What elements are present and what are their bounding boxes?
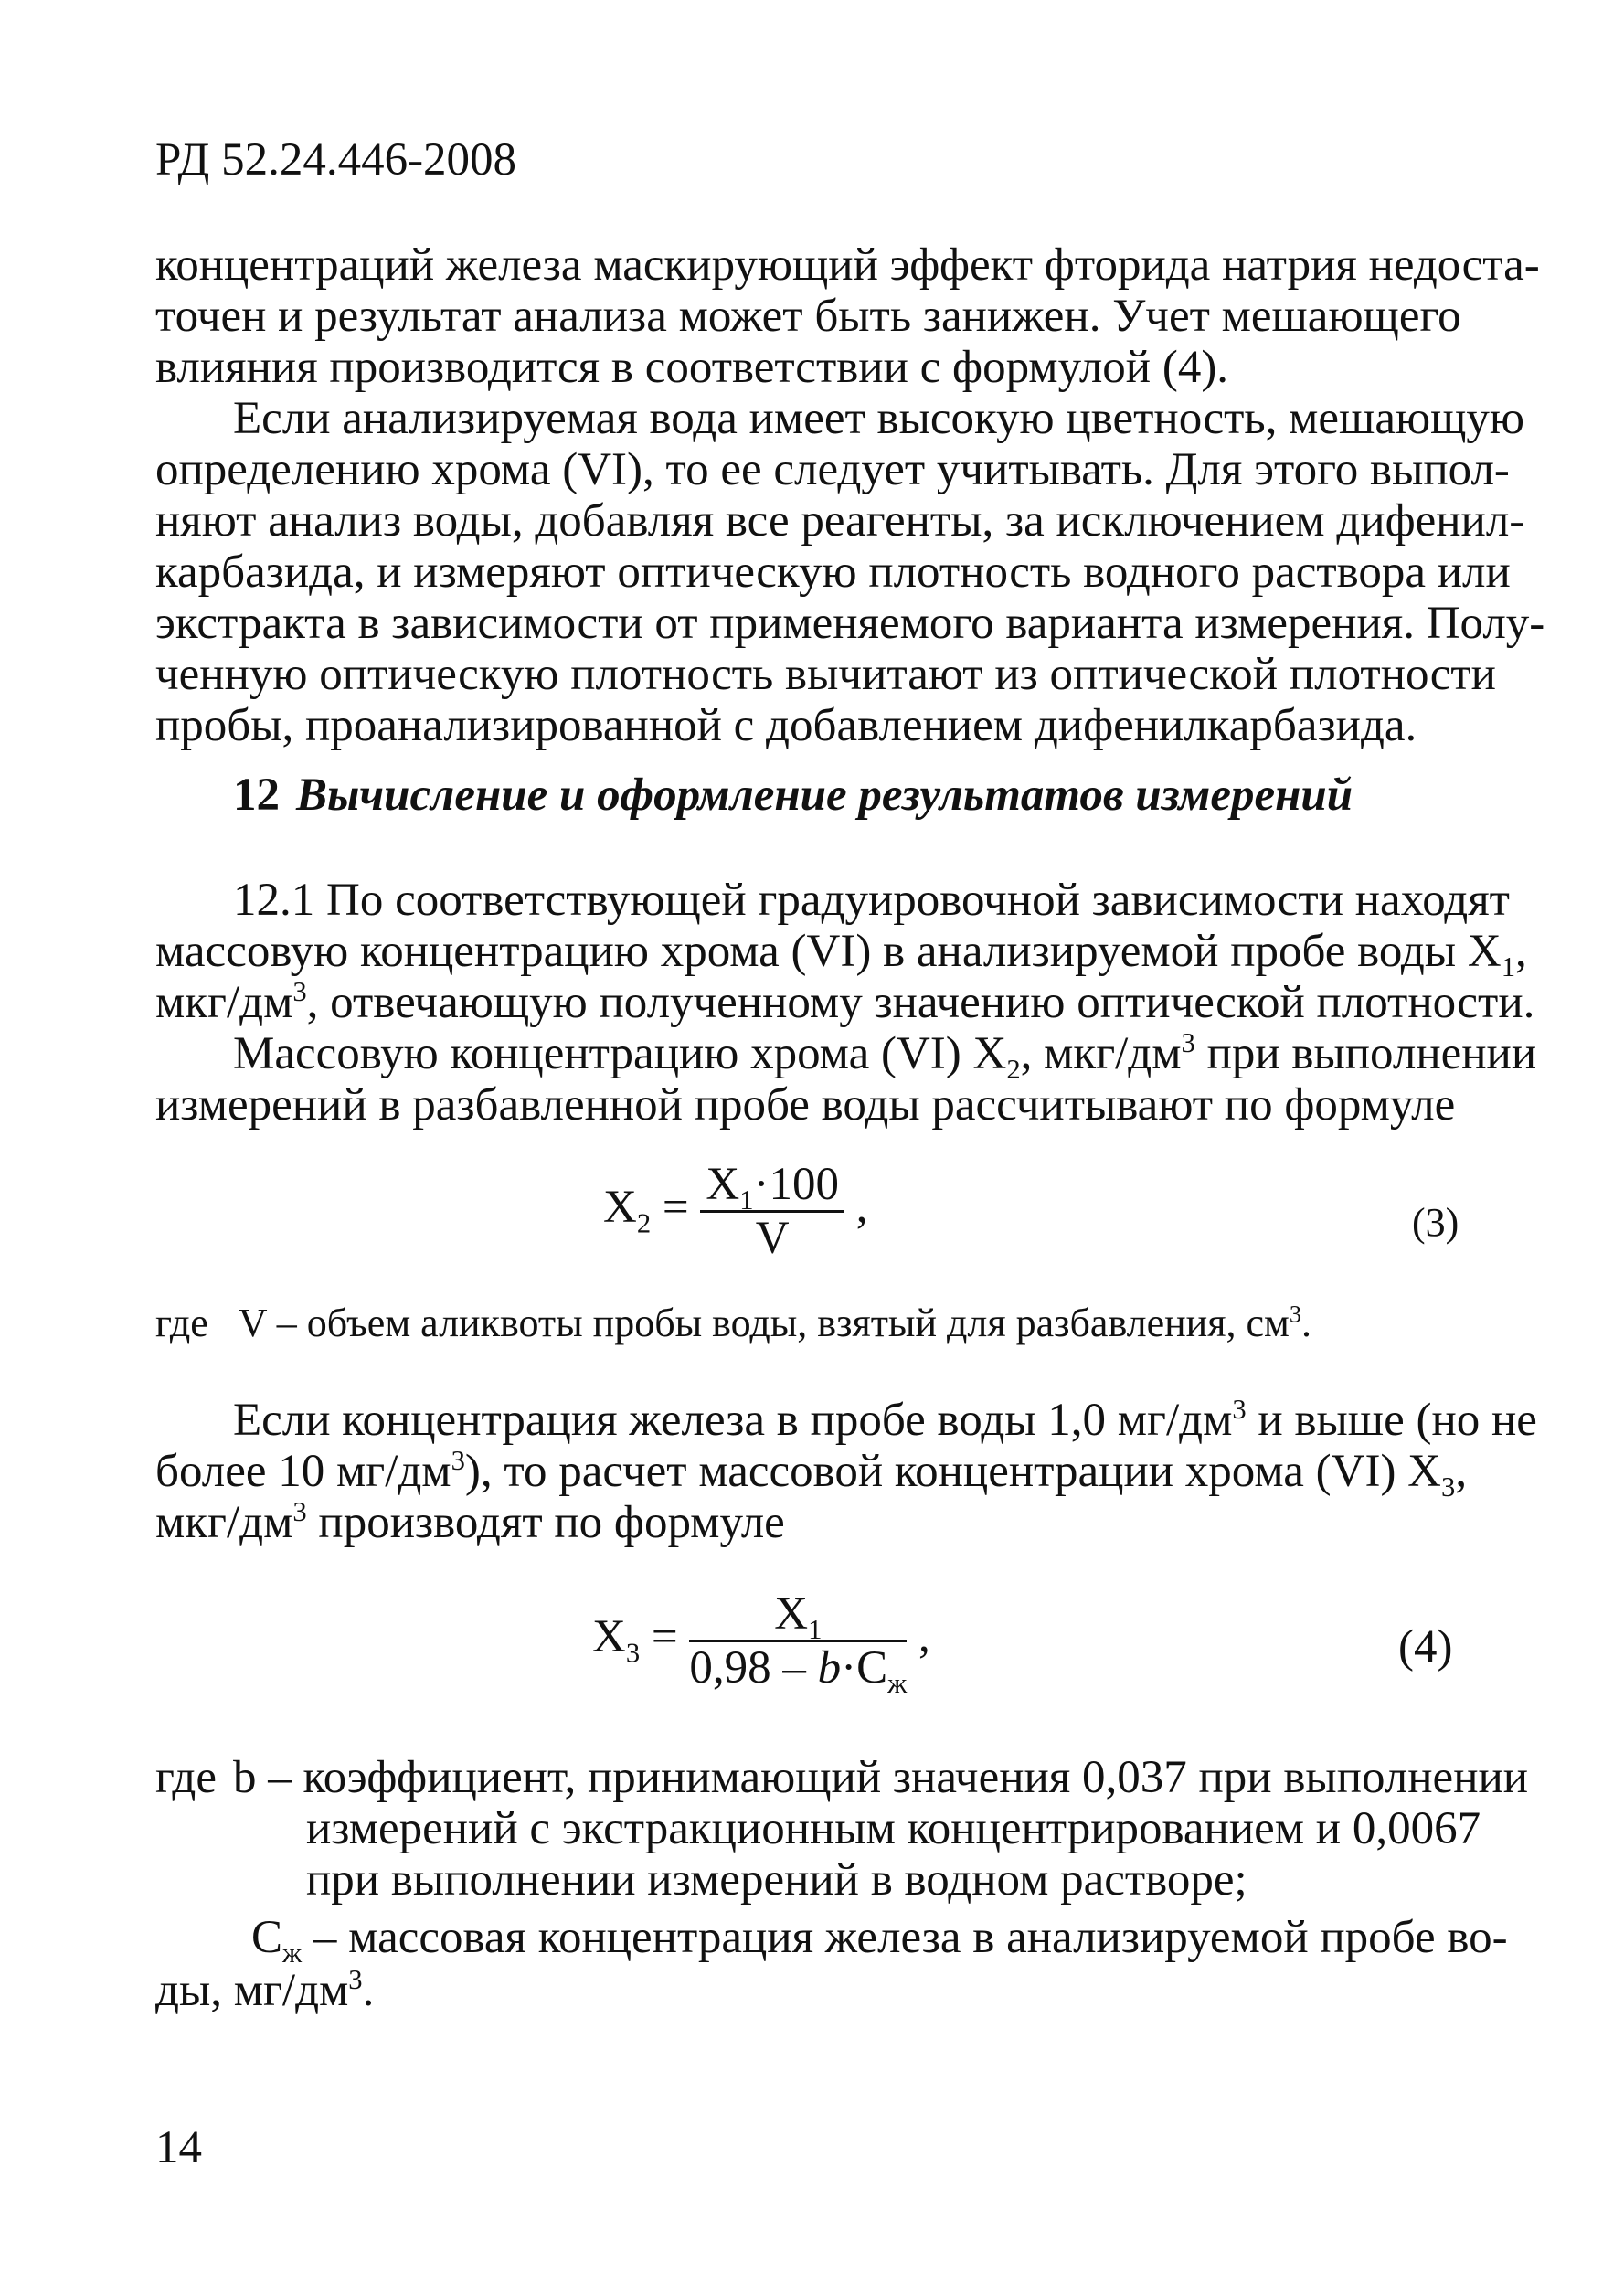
paragraph-line: карбазида, и измеряют оптическую плотность водного раствора или	[155, 547, 1511, 598]
formula-3: $X_2$ = $\frac{X_1\cdot 100}{V}$ ,	[603, 1159, 868, 1264]
formula-3-fraction: $\frac{X_1\cdot 100}{V}$	[700, 1159, 844, 1264]
document-code: РД 52.24.446-2008	[155, 134, 517, 186]
paragraph-line: массовую концентрацию хрома (VI) в анализируемой пробе воды $X_1$,	[155, 926, 1527, 983]
paragraph-line: точен и результат анализа может быть занижен. Учет мешающего	[155, 291, 1461, 342]
section-heading	[233, 768, 1353, 823]
paragraph-line: Массовую концентрацию хрома (VI) $X_2$, мкг/$дм^3$ при выполнении	[233, 1027, 1537, 1086]
paragraph-line: измерений в разбавленной пробе воды рассчитывают по формуле	[155, 1079, 1456, 1131]
paragraph-line: Если концентрация железа в пробе воды 1,0 $мг/дм^3$ и выше (но не	[233, 1394, 1537, 1446]
paragraph-line: мкг/$дм^3$ производят по формуле	[155, 1496, 785, 1548]
equation-number-3: (3)	[1412, 1200, 1459, 1245]
paragraph-line: Если анализируемая вода имеет высокую цветность, мешающую	[233, 393, 1524, 444]
paragraph-line: определению хрома (VI), то ее следует учитывать. Для этого выпол-	[155, 444, 1510, 495]
paragraph-line: ченную оптическую плотность вычитают из оптической плотности	[155, 649, 1496, 700]
formula-4-fraction: $\frac{X_1}{0,98 - b\cdot C_ж}$	[689, 1588, 908, 1700]
where-b-line: b – коэффициент, принимающий значения 0,037 при выполнении	[233, 1752, 1529, 1803]
section-number: 12	[233, 770, 280, 821]
where-c-line: $C_ж$ – массовая концентрация железа в анализируемой пробе во-	[251, 1912, 1508, 1970]
paragraph-line: концентраций железа маскирующий эффект фторида натрия недоста-	[155, 239, 1540, 291]
paragraph-line: мкг/$дм^3$, отвечающую полученному значению оптической плотности.	[155, 976, 1535, 1028]
paragraph-line: экстракта в зависимости от применяемого варианта измерения. Полу-	[155, 598, 1545, 649]
page-number: 14	[155, 2122, 202, 2173]
formula-3-explanation: где V – объем аликвоты пробы воды, взятый для разбавления, $см^3$.	[155, 1300, 1312, 1345]
section-title-text: Вычисление и оформление результатов измерений	[296, 770, 1353, 821]
paragraph-line: 12.1 По соответствующей градуировочной зависимости находят	[233, 875, 1510, 926]
paragraph-line: более 10 $мг/дм^3$), то расчет массовой концентрации хрома (VI) $X_3$,	[155, 1445, 1468, 1503]
formula-4: $X_3$ = $\frac{X_1}{0,98 - b\cdot C_ж}$ ,	[592, 1588, 930, 1700]
where-b-line: измерений с экстракционным концентрированием и 0,0067	[306, 1803, 1481, 1854]
paragraph-line: няют анализ воды, добавляя все реагенты, за исключением дифенил-	[155, 495, 1525, 547]
paragraph-line: пробы, проанализированной с добавлением дифенилкарбазида.	[155, 700, 1417, 751]
paragraph-line: влияния производится в соответствии с формулой (4).	[155, 342, 1229, 393]
where-b-line: при выполнении измерений в водном растворе;	[306, 1854, 1247, 1906]
equation-number-4: (4)	[1398, 1621, 1453, 1672]
where-label: где	[155, 1752, 217, 1803]
where-c-line: ды, $мг/дм^3$.	[155, 1964, 375, 2016]
